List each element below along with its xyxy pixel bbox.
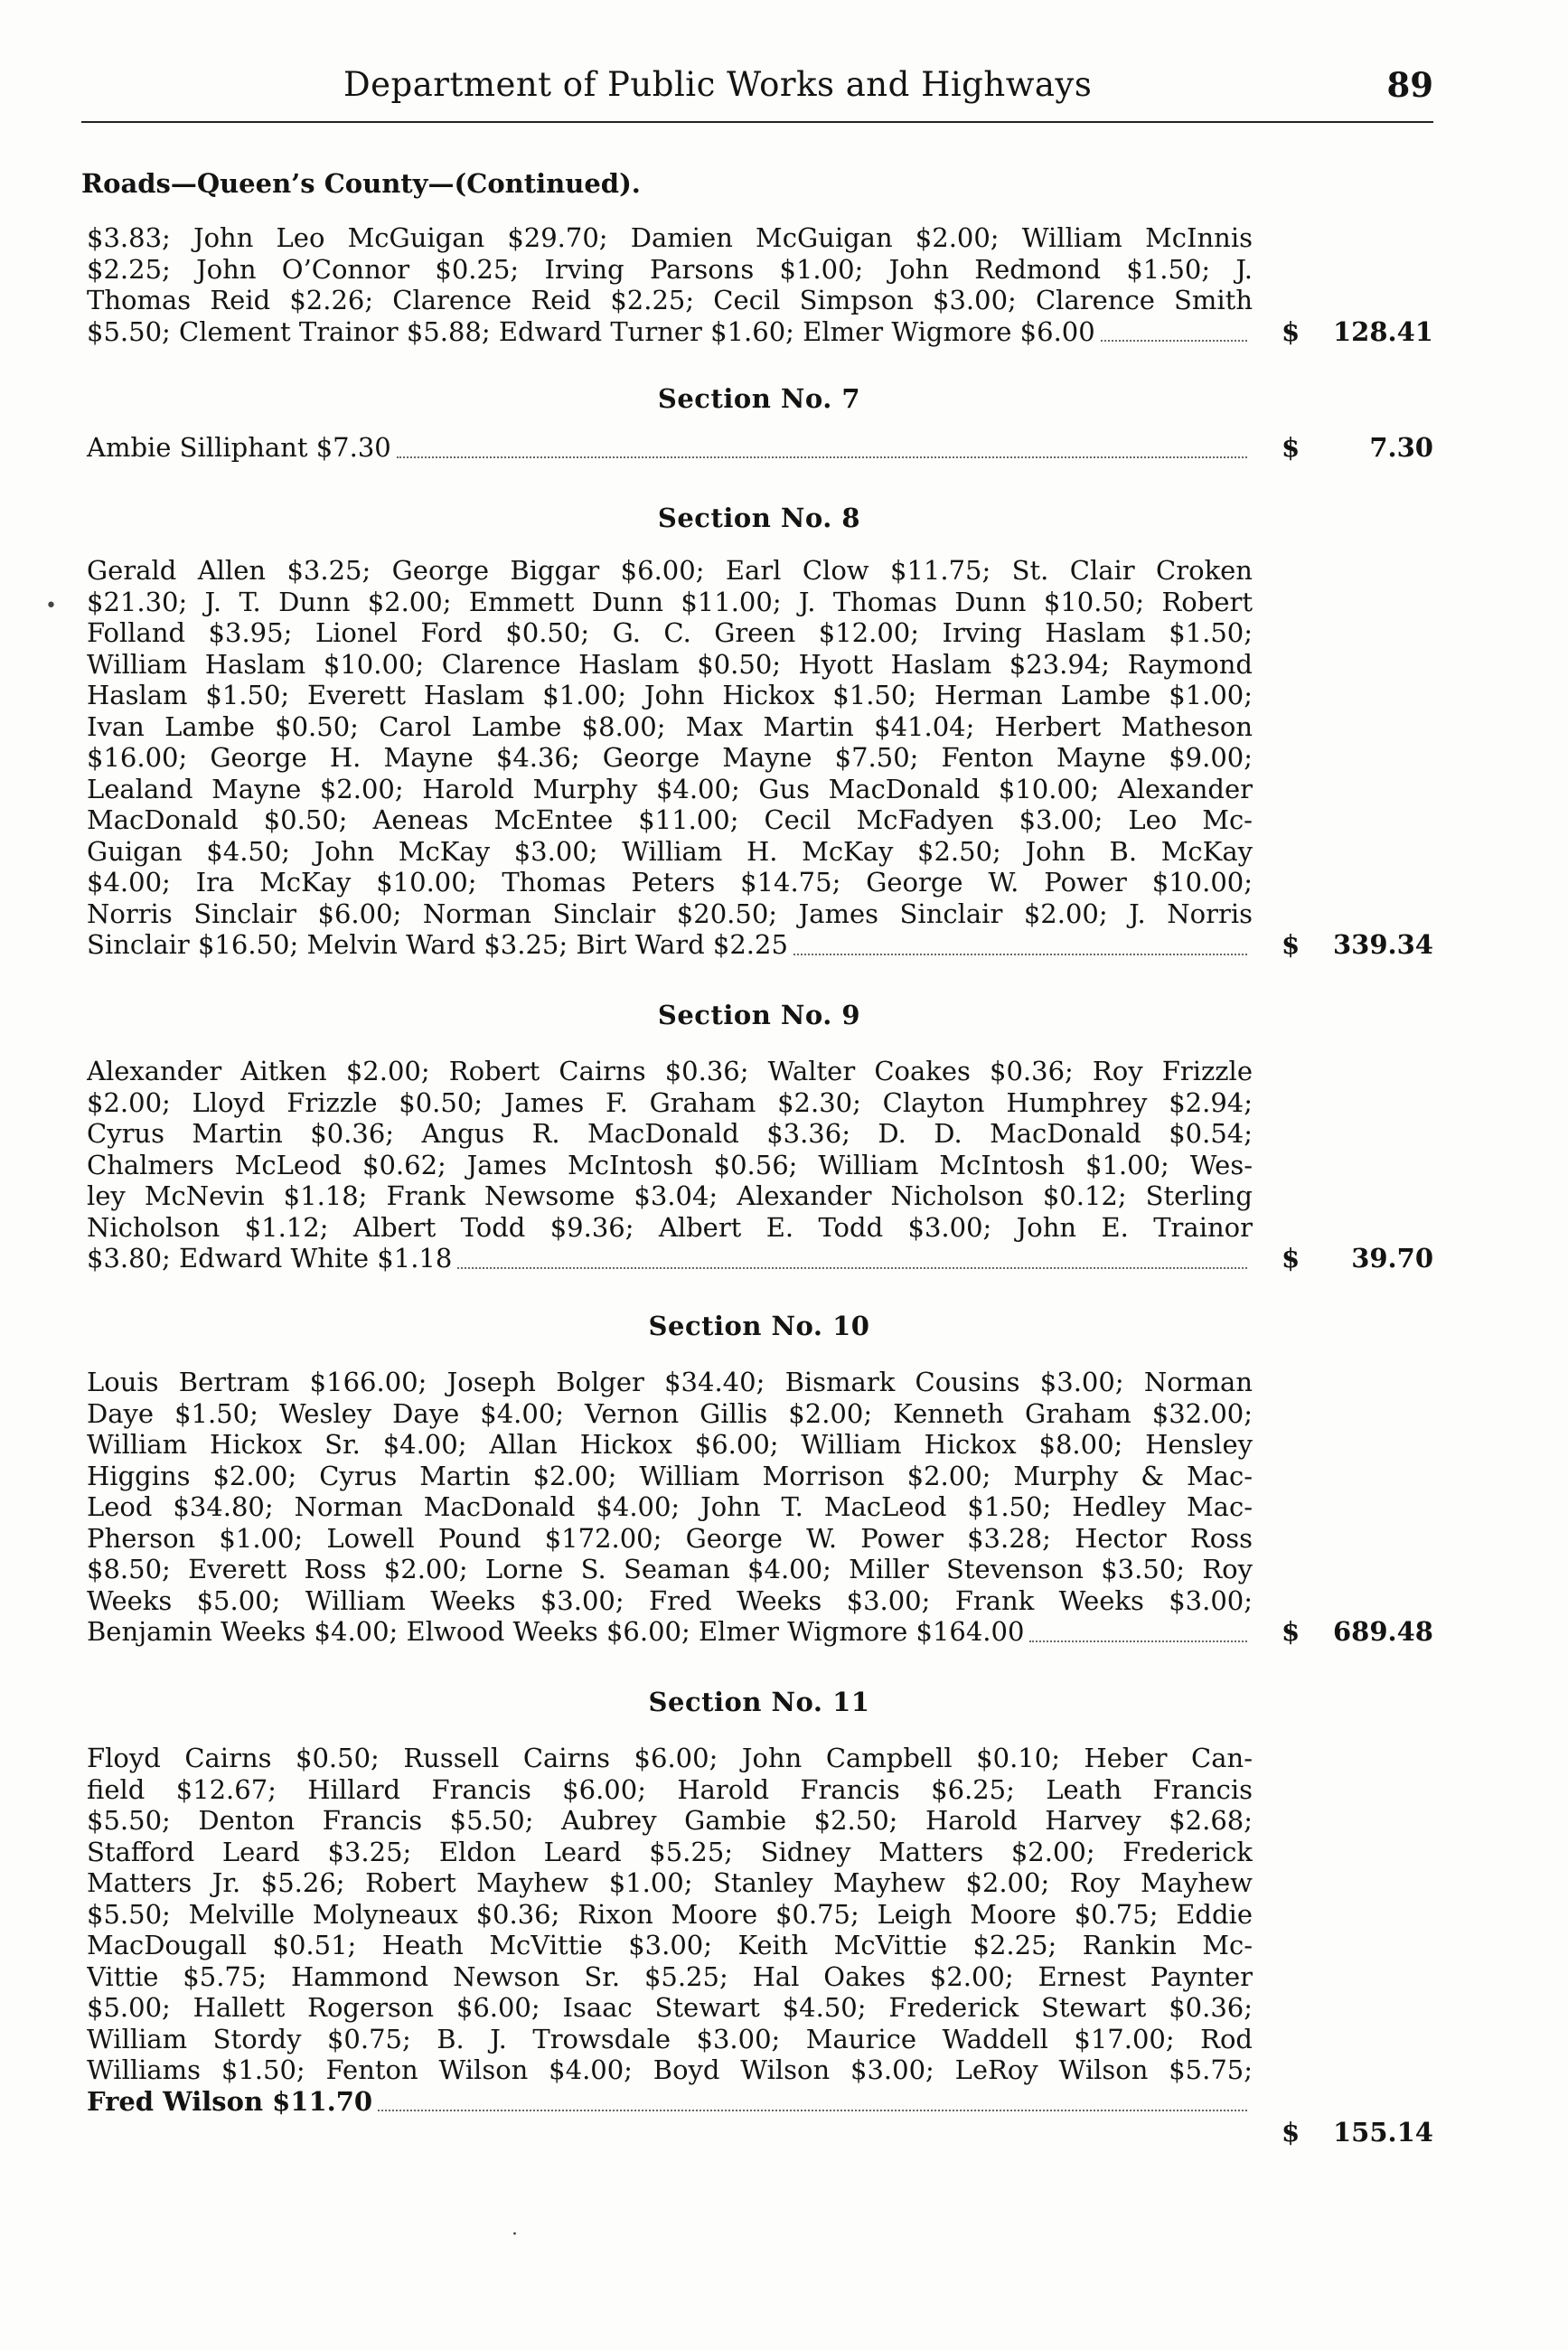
text-line: $3.80; Edward White $1.18 [87,1243,453,1274]
section-heading-11: Section No. 11 [648,1687,870,1717]
text-line: William Hickox Sr. $4.00; Allan Hickox $6.00; William Hickox $8.00; Hensley [87,1429,1253,1460]
dollar-sign: $ [1282,316,1300,347]
text-line: Floyd Cairns $0.50; Russell Cairns $6.00; John Campbell $0.10; Heber Can- [87,1743,1253,1773]
text-line: Lealand Mayne $2.00; Harold Murphy $4.00; Gus MacDonald $10.00; Alexander [87,773,1253,804]
last-line [87,1616,1253,1648]
text-line: Leod $34.80; Norman MacDonald $4.00; John T. MacLeod $1.50; Hedley Mac- [87,1491,1253,1522]
text-line: Higgins $2.00; Cyrus Martin $2.00; William Morrison $2.00; Murphy & Mac- [87,1460,1253,1491]
text-line: Fred Wilson $11.70 [87,2085,373,2117]
text-line: $5.50; Melville Molyneaux $0.36; Rixon Moore $0.75; Leigh Moore $0.75; Eddie [87,1898,1253,1930]
text-line: $5.00; Hallett Rogerson $6.00; Isaac Stewart $4.50; Frederick Stewart $0.36; [87,1992,1253,2023]
text-line: MacDonald $0.50; Aeneas McEntee $11.00; Cecil McFadyen $3.00; Leo Mc- [87,804,1253,835]
text-line: $16.00; George H. Mayne $4.36; George Mayne $7.50; Fenton Mayne $9.00; [87,742,1253,773]
text-line: Matters Jr. $5.26; Robert Mayhew $1.00; Stanley Mayhew $2.00; Roy Mayhew [87,1867,1253,1898]
dollar-sign: $ [1282,929,1300,960]
text-line: MacDougall $0.51; Heath McVittie $3.00; Keith McVittie $2.25; Rankin Mc- [87,1930,1253,1960]
last-line [87,1243,1253,1274]
section-total: 7.30 [1369,432,1433,463]
continued-paragraph [87,222,1253,347]
dot-leader [397,456,1247,458]
text-line: Weeks $5.00; William Weeks $3.00; Fred Weeks $3.00; Frank Weeks $3.00; [87,1584,1253,1616]
page-title: Department of Public Works and Highways [343,65,1093,104]
margin-mark: · [512,2223,518,2246]
section-paragraph-7 [87,432,1253,464]
text-line: Louis Bertram $166.00; Joseph Bolger $34.40; Bismark Cousins $3.00; Norman [87,1367,1253,1397]
text-line: Nicholson $1.12; Albert Todd $9.36; Albert E. Todd $3.00; John E. Trainor [87,1211,1253,1243]
text-line: $21.30; J. T. Dunn $2.00; Emmett Dunn $11.00; J. Thomas Dunn $10.50; Robert [87,586,1253,617]
text-line: Sinclair $16.50; Melvin Ward $3.25; Birt Ward $2.25 [87,929,788,960]
section-total: 128.41 [1333,316,1433,347]
section-total: 39.70 [1351,1243,1433,1274]
text-line: William Stordy $0.75; B. J. Trowsdale $3.00; Maurice Waddell $17.00; Rod [87,2023,1253,2054]
text-line: Gerald Allen $3.25; George Biggar $6.00; Earl Clow $11.75; St. Clair Croken [87,555,1253,586]
dollar-sign: $ [1282,2117,1300,2148]
text-line: $3.83; John Leo McGuigan $29.70; Damien McGuigan $2.00; William McInnis [87,222,1253,253]
text-line: Vittie $5.75; Hammond Newson Sr. $5.25; Hal Oakes $2.00; Ernest Paynter [87,1960,1253,1992]
section-heading-7: Section No. 7 [657,383,861,414]
text-line: $5.50; Denton Francis $5.50; Aubrey Gambie $2.50; Harold Harvey $2.68; [87,1805,1253,1836]
text-line: Norris Sinclair $6.00; Norman Sinclair $20.50; James Sinclair $2.00; J. Norris [87,898,1253,929]
text-line: Cyrus Martin $0.36; Angus R. MacDonald $3.36; D. D. MacDonald $0.54; [87,1118,1253,1149]
section-paragraph-10 [87,1367,1253,1648]
text-line: William Haslam $10.00; Clarence Haslam $0.50; Hyott Haslam $23.94; Raymond [87,648,1253,680]
text-line: ley McNevin $1.18; Frank Newsome $3.04; Alexander Nicholson $0.12; Sterling [87,1180,1253,1211]
text-line: $2.00; Lloyd Frizzle $0.50; James F. Graham $2.30; Clayton Humphrey $2.94; [87,1086,1253,1118]
dollar-sign: $ [1282,1616,1300,1647]
section-total: 689.48 [1333,1616,1433,1647]
text-line: Alexander Aitken $2.00; Robert Cairns $0.36; Walter Coakes $0.36; Roy Frizzle [87,1056,1253,1086]
section-heading-10: Section No. 10 [648,1311,870,1341]
text-line: Guigan $4.50; John McKay $3.00; William H. McKay $2.50; John B. McKay [87,835,1253,867]
text-line: Ambie Silliphant $7.30 [87,432,391,463]
dot-leader [793,953,1247,955]
margin-mark: • [45,595,57,617]
section-paragraph-8 [87,555,1253,961]
dot-leader [1029,1640,1247,1642]
text-line: field $12.67; Hillard Francis $6.00; Harold Francis $6.25; Leath Francis [87,1773,1253,1805]
section-paragraph-9 [87,1056,1253,1274]
section-heading-9: Section No. 9 [657,1000,861,1030]
text-line: Pherson $1.00; Lowell Pound $172.00; George W. Power $3.28; Hector Ross [87,1522,1253,1554]
continued-heading: Roads—Queen’s County—(Continued). [81,168,641,199]
dot-leader [457,1266,1247,1269]
text-line: Ivan Lambe $0.50; Carol Lambe $8.00; Max Martin $41.04; Herbert Matheson [87,710,1253,742]
dot-leader [1101,339,1247,342]
text-line: Thomas Reid $2.26; Clarence Reid $2.25; Cecil Simpson $3.00; Clarence Smith [87,285,1253,315]
text-line: $4.00; Ira McKay $10.00; Thomas Peters $14.75; George W. Power $10.00; [87,867,1253,898]
page-header [81,65,1433,123]
dot-leader [378,2109,1247,2111]
last-line [87,432,1253,464]
text-line: Daye $1.50; Wesley Daye $4.00; Vernon Gillis $2.00; Kenneth Graham $32.00; [87,1397,1253,1429]
text-line: $8.50; Everett Ross $2.00; Lorne S. Seaman $4.00; Miller Stevenson $3.50; Roy [87,1554,1253,1584]
text-line: Stafford Leard $3.25; Eldon Leard $5.25; Sidney Matters $2.00; Frederick [87,1836,1253,1867]
text-line: $5.50; Clement Trainor $5.88; Edward Turner $1.60; Elmer Wigmore $6.00 [87,315,1095,347]
last-line [87,316,1253,348]
section-heading-8: Section No. 8 [657,503,861,533]
section-total: 155.14 [1333,2117,1433,2148]
text-line: Williams $1.50; Fenton Wilson $4.00; Boyd Wilson $3.00; LeRoy Wilson $5.75; [87,2054,1253,2085]
text-line: Chalmers McLeod $0.62; James McIntosh $0.56; William McIntosh $1.00; Wes- [87,1149,1253,1180]
dollar-sign: $ [1282,432,1300,463]
text-line: Benjamin Weeks $4.00; Elwood Weeks $6.00; Elmer Wigmore $164.00 [87,1616,1025,1647]
last-line [87,929,1253,961]
last-line [87,2086,1253,2118]
section-total: 339.34 [1333,929,1433,960]
text-line: Haslam $1.50; Everett Haslam $1.00; John Hickox $1.50; Herman Lambe $1.00; [87,680,1253,710]
page-number: 89 [1386,65,1433,105]
text-line: Folland $3.95; Lionel Ford $0.50; G. C. Green $12.00; Irving Haslam $1.50; [87,617,1253,648]
text-line: $2.25; John O’Connor $0.25; Irving Parsons $1.00; John Redmond $1.50; J. [87,253,1253,285]
dollar-sign: $ [1282,1243,1300,1274]
section-paragraph-11 [87,1743,1253,2117]
